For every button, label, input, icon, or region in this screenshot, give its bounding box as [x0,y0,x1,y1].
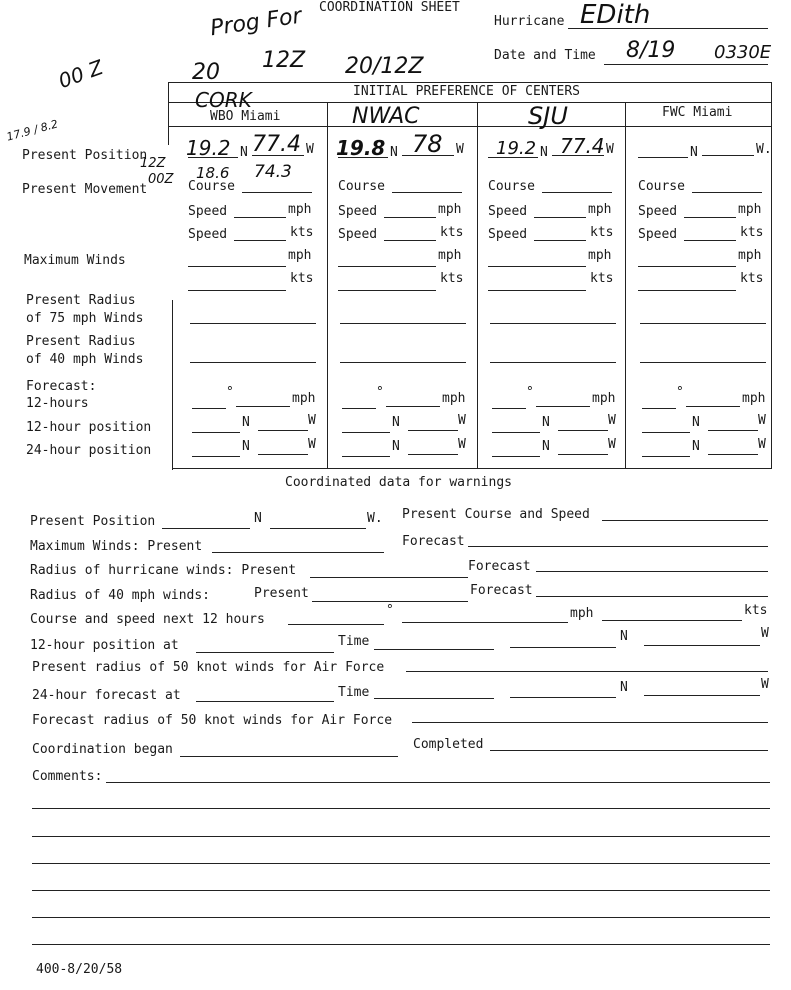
col2-present-lat-field[interactable] [338,157,388,158]
col3-pos24-lon-field[interactable] [558,454,608,455]
cd-fc24-lon-field[interactable] [644,695,760,696]
col4-radius40-field[interactable] [640,362,766,363]
col4-pos24-lat-field[interactable] [642,456,690,457]
col1-present-lat-field[interactable] [188,157,238,158]
cd-present-lat-field[interactable] [162,528,250,529]
col1-present-lon-field[interactable] [252,155,304,156]
center-name-wbo: WBO Miami [210,109,281,124]
comments-line[interactable] [32,863,770,864]
cd-fc24-lat-field[interactable] [510,697,616,698]
cd-coord-began: Coordination began [32,742,173,757]
col2-mph-unit: mph [438,202,462,217]
cd-deg: ° [386,603,394,618]
cd-completed: Completed [413,737,484,752]
col3-pos24-lat-field[interactable] [492,456,540,457]
handwritten-row-top-right: 20/12Z [345,54,424,79]
col4-pos12-lon-field[interactable] [708,430,758,431]
col3-pos12-n: N [542,415,550,430]
col3-max-mph-unit: mph [588,248,612,263]
handwritten-margin-00z: 00Z [148,172,174,187]
col1-pos12-n: N [242,415,250,430]
handwritten-margin-b: 17.9 / 8.2 [5,117,60,144]
col4-fc-course-field[interactable] [642,408,676,409]
cd-fc24-at: 24-hour forecast at [32,688,181,703]
col2-course-field[interactable] [392,192,462,193]
col3-pos24-n: N [542,439,550,454]
cd-radius50-forecast-field[interactable] [412,722,768,723]
col3-pos24-w: W [608,437,616,452]
cd-present-course-speed: Present Course and Speed [402,507,590,522]
hurricane-label: Hurricane [494,14,565,29]
time-value: 0330E [714,42,772,63]
cd-completed-field[interactable] [490,750,768,751]
col4-radius75-field[interactable] [640,323,766,324]
col4-pos12-w: W [758,413,766,428]
cd-w-dot: W. [367,511,383,526]
handwritten-sju-lon: 77.4 [560,134,605,158]
handwritten-margin-12z: 12Z [140,156,166,171]
cd-fc24-n: N [620,680,628,695]
col3-present-lon-field[interactable] [552,155,604,156]
col3-mph-unit: mph [588,202,612,217]
col2-fc-course-field[interactable] [342,408,376,409]
col4-speed-mph-label: Speed [638,204,678,219]
col1-fc-deg: ° [226,385,234,400]
col3-pos12-w: W [608,413,616,428]
col2-max-mph-field[interactable] [338,266,436,267]
label-present-movement: Present Movement [22,182,148,197]
cd-radius-hurricane: Radius of hurricane winds: Present [30,563,297,578]
col2-fc-speed-field[interactable] [386,406,440,407]
col3-fc-speed-field[interactable] [536,406,590,407]
col2-kts-unit: kts [440,225,464,240]
col2-speed-mph-field[interactable] [384,217,436,218]
col1-fc-mph: mph [292,391,316,406]
comments-line[interactable] [32,836,770,837]
col4-pos12-lat-field[interactable] [642,432,690,433]
col4-max-mph-field[interactable] [638,266,736,267]
cd-pos12-w: W [761,626,769,641]
page-title: COORDINATION SHEET [319,0,460,15]
comments-line[interactable] [106,782,770,783]
handwritten-margin-a: 00 Z [55,54,107,94]
col1-pos24-lat-field[interactable] [192,456,240,457]
col4-fc-deg: ° [676,385,684,400]
cd-mph: mph [570,606,594,621]
col1-pos24-lon-field[interactable] [258,454,308,455]
col2-pos12-n: N [392,415,400,430]
handwritten-wbo-lat: 19.2 [186,136,231,160]
cd-n: N [254,511,262,526]
col2-fc-mph: mph [442,391,466,406]
cd-fc24-w: W [761,677,769,692]
col3-course-label: Course [488,179,535,194]
col2-pos12-lat-field[interactable] [342,432,390,433]
col2-course-label: Course [338,179,385,194]
cd-pos12-at: 12-hour position at [30,638,179,653]
label-pos24: 24-hour position [26,443,152,458]
date-time-line [604,64,768,65]
cd-max-winds: Maximum Winds: Present [30,539,203,554]
handwritten-wbo-lon: 77.4 [252,132,301,157]
col1-fc-speed-field[interactable] [236,406,290,407]
handwritten-sju-lat: 19.2 [496,138,537,159]
col2-present-lon-field[interactable] [402,155,454,156]
label-radius75-b: of 75 mph Winds [26,311,144,326]
col4-pos24-n: N [692,439,700,454]
col4-present-n: N [690,145,698,160]
cd-pos12-lat-field[interactable] [510,647,616,648]
hurricane-value: EDith [580,0,651,30]
label-pos12: 12-hour position [26,420,152,435]
col1-fc-course-field[interactable] [192,408,226,409]
cd-radius-40-field[interactable] [312,601,468,602]
col3-present-w: W [606,142,614,157]
cd-radius50-forecast: Forecast radius of 50 knot winds for Air Force [32,713,393,728]
label-forecast-a: Forecast: [26,379,97,394]
col1-mph-unit: mph [288,202,312,217]
label-radius40-a: Present Radius [26,334,136,349]
col2-pos12-lon-field[interactable] [408,430,458,431]
cd-pos12-time: Time [338,634,370,649]
col3-speed-mph-field[interactable] [534,217,586,218]
col3-fc-deg: ° [526,385,534,400]
cd-pos12-at-field[interactable] [196,652,334,653]
col3-course-field[interactable] [542,192,612,193]
cd-comments: Comments: [32,769,103,784]
col3-max-kts-unit: kts [590,271,614,286]
label-forecast-b: 12-hours [26,396,89,411]
col1-course-field[interactable] [242,192,312,193]
cd-fc24-time: Time [338,685,370,700]
col4-max-kts-field[interactable] [638,290,736,291]
cd-radius-40-forecast: Forecast [470,583,533,598]
cd-speed-mph-field[interactable] [402,622,568,623]
col3-speed-kts-label: Speed [488,227,528,242]
cd-kts: kts [744,603,768,618]
handwritten-wbo-alt-lon: 74.3 [254,162,292,182]
cd-radius-hurricane-forecast: Forecast [468,559,531,574]
col1-radius40-field[interactable] [190,362,316,363]
cd-radius-40-forecast-field[interactable] [536,596,768,597]
col1-max-kts-unit: kts [290,271,314,286]
cd-coord-began-field[interactable] [180,756,398,757]
handwritten-wbo-alt-lat: 18.6 [196,164,230,182]
col2-present-w: W [456,142,464,157]
col1-pos12-w: W [308,413,316,428]
cd-present-lon-field[interactable] [270,528,366,529]
col4-course-field[interactable] [692,192,762,193]
col3-present-lat-field[interactable] [488,157,538,158]
date-value: 8/19 [626,38,676,63]
cd-radius50-present-field[interactable] [406,671,768,672]
date-time-label: Date and Time [494,48,596,63]
col3-max-kts-field[interactable] [488,290,586,291]
col1-speed-kts-label: Speed [188,227,228,242]
cd-present-position: Present Position [30,514,156,529]
handwritten-cork: CORK [195,88,252,112]
cd-pos12-time-field[interactable] [374,649,494,650]
cd-max-winds-field[interactable] [212,552,384,553]
col3-pos12-lon-field[interactable] [558,430,608,431]
cd-max-forecast: Forecast [402,534,465,549]
col4-fc-speed-field[interactable] [686,406,740,407]
col3-speed-mph-label: Speed [488,204,528,219]
col4-max-kts-unit: kts [740,271,764,286]
col1-pos24-n: N [242,439,250,454]
col4-fc-mph: mph [742,391,766,406]
cd-pos12-n: N [620,629,628,644]
comments-line[interactable] [32,808,770,809]
col3-kts-unit: kts [590,225,614,240]
col2-radius75-field[interactable] [340,323,466,324]
label-present-position: Present Position [22,148,148,163]
col4-max-mph-unit: mph [738,248,762,263]
cd-radius-40-present: Present [254,586,309,601]
cd-radius-40: Radius of 40 mph winds: [30,588,211,603]
col1-course-label: Course [188,179,235,194]
col2-pos12-w: W [458,413,466,428]
col1-present-n: N [240,145,248,160]
col3-radius40-field[interactable] [490,362,616,363]
col2-pos24-lon-field[interactable] [408,454,458,455]
col1-max-mph-field[interactable] [188,266,286,267]
col4-pos24-lon-field[interactable] [708,454,758,455]
col2-radius40-field[interactable] [340,362,466,363]
col4-present-lon-field[interactable] [702,155,754,156]
col3-fc-mph: mph [592,391,616,406]
cd-present-course-field[interactable] [602,520,768,521]
col4-speed-kts-label: Speed [638,227,678,242]
cd-radius-hurricane-field[interactable] [310,577,468,578]
col1-speed-kts-field[interactable] [234,240,286,241]
table-heading: INITIAL PREFERENCE OF CENTERS [353,84,580,99]
col2-pos24-lat-field[interactable] [342,456,390,457]
comments-line[interactable] [32,944,770,945]
label-radius75-a: Present Radius [26,293,136,308]
cd-max-forecast-field[interactable] [468,546,768,547]
handwritten-sju: SJU [528,102,568,130]
col2-fc-deg: ° [376,385,384,400]
col1-pos12-lon-field[interactable] [258,430,308,431]
col1-max-kts-field[interactable] [188,290,286,291]
cd-speed-kts-field[interactable] [602,620,742,621]
col2-speed-kts-field[interactable] [384,240,436,241]
center-name-fwc: FWC Miami [662,105,733,120]
col2-max-kts-field[interactable] [338,290,436,291]
col3-pos12-lat-field[interactable] [492,432,540,433]
coordinated-title: Coordinated data for warnings [285,475,512,490]
col2-speed-kts-label: Speed [338,227,378,242]
col2-max-mph-unit: mph [438,248,462,263]
handwritten-nwac-lat: 19.8 [336,136,386,160]
col4-pos12-n: N [692,415,700,430]
handwritten-nwac-lon: 78 [412,130,443,158]
col1-present-w: W [306,142,314,157]
cd-pos12-lon-field[interactable] [644,645,760,646]
col1-speed-mph-label: Speed [188,204,228,219]
col2-pos24-w: W [458,437,466,452]
cd-radius-hurricane-forecast-field[interactable] [536,571,768,572]
label-maximum-winds: Maximum Winds [24,253,126,268]
col2-max-kts-unit: kts [440,271,464,286]
col2-pos24-n: N [392,439,400,454]
cd-course-12-field[interactable] [288,624,384,625]
col1-max-mph-unit: mph [288,248,312,263]
form-number: 400-8/20/58 [36,962,123,977]
comments-line[interactable] [32,890,770,891]
handwritten-row-top-left: 20 [192,60,220,85]
col2-speed-mph-label: Speed [338,204,378,219]
col4-present-w: W. [756,142,772,157]
col4-speed-kts-field[interactable] [684,240,736,241]
handwritten-prog-for: Prog For [208,3,304,42]
col3-present-n: N [540,145,548,160]
cd-radius50-present: Present radius of 50 knot winds for Air Force [32,660,385,675]
col4-pos24-w: W [758,437,766,452]
col1-speed-mph-field[interactable] [234,217,286,218]
col3-max-mph-field[interactable] [488,266,586,267]
col4-mph-unit: mph [738,202,762,217]
col4-kts-unit: kts [740,225,764,240]
comments-line[interactable] [32,917,770,918]
col3-radius75-field[interactable] [490,323,616,324]
col4-course-label: Course [638,179,685,194]
col1-kts-unit: kts [290,225,314,240]
col4-speed-mph-field[interactable] [684,217,736,218]
col4-present-lat-field[interactable] [638,157,688,158]
cd-fc24-at-field[interactable] [196,701,334,702]
col3-fc-course-field[interactable] [492,408,526,409]
handwritten-row-top-mid: 12Z [262,48,306,73]
cd-course-speed-12: Course and speed next 12 hours [30,612,265,627]
col1-radius75-field[interactable] [190,323,316,324]
col2-present-n: N [390,145,398,160]
cd-fc24-time-field[interactable] [374,698,494,699]
handwritten-nwac: NWAC [352,104,420,129]
label-radius40-b: of 40 mph Winds [26,352,144,367]
col1-pos12-lat-field[interactable] [192,432,240,433]
col3-speed-kts-field[interactable] [534,240,586,241]
col1-pos24-w: W [308,437,316,452]
